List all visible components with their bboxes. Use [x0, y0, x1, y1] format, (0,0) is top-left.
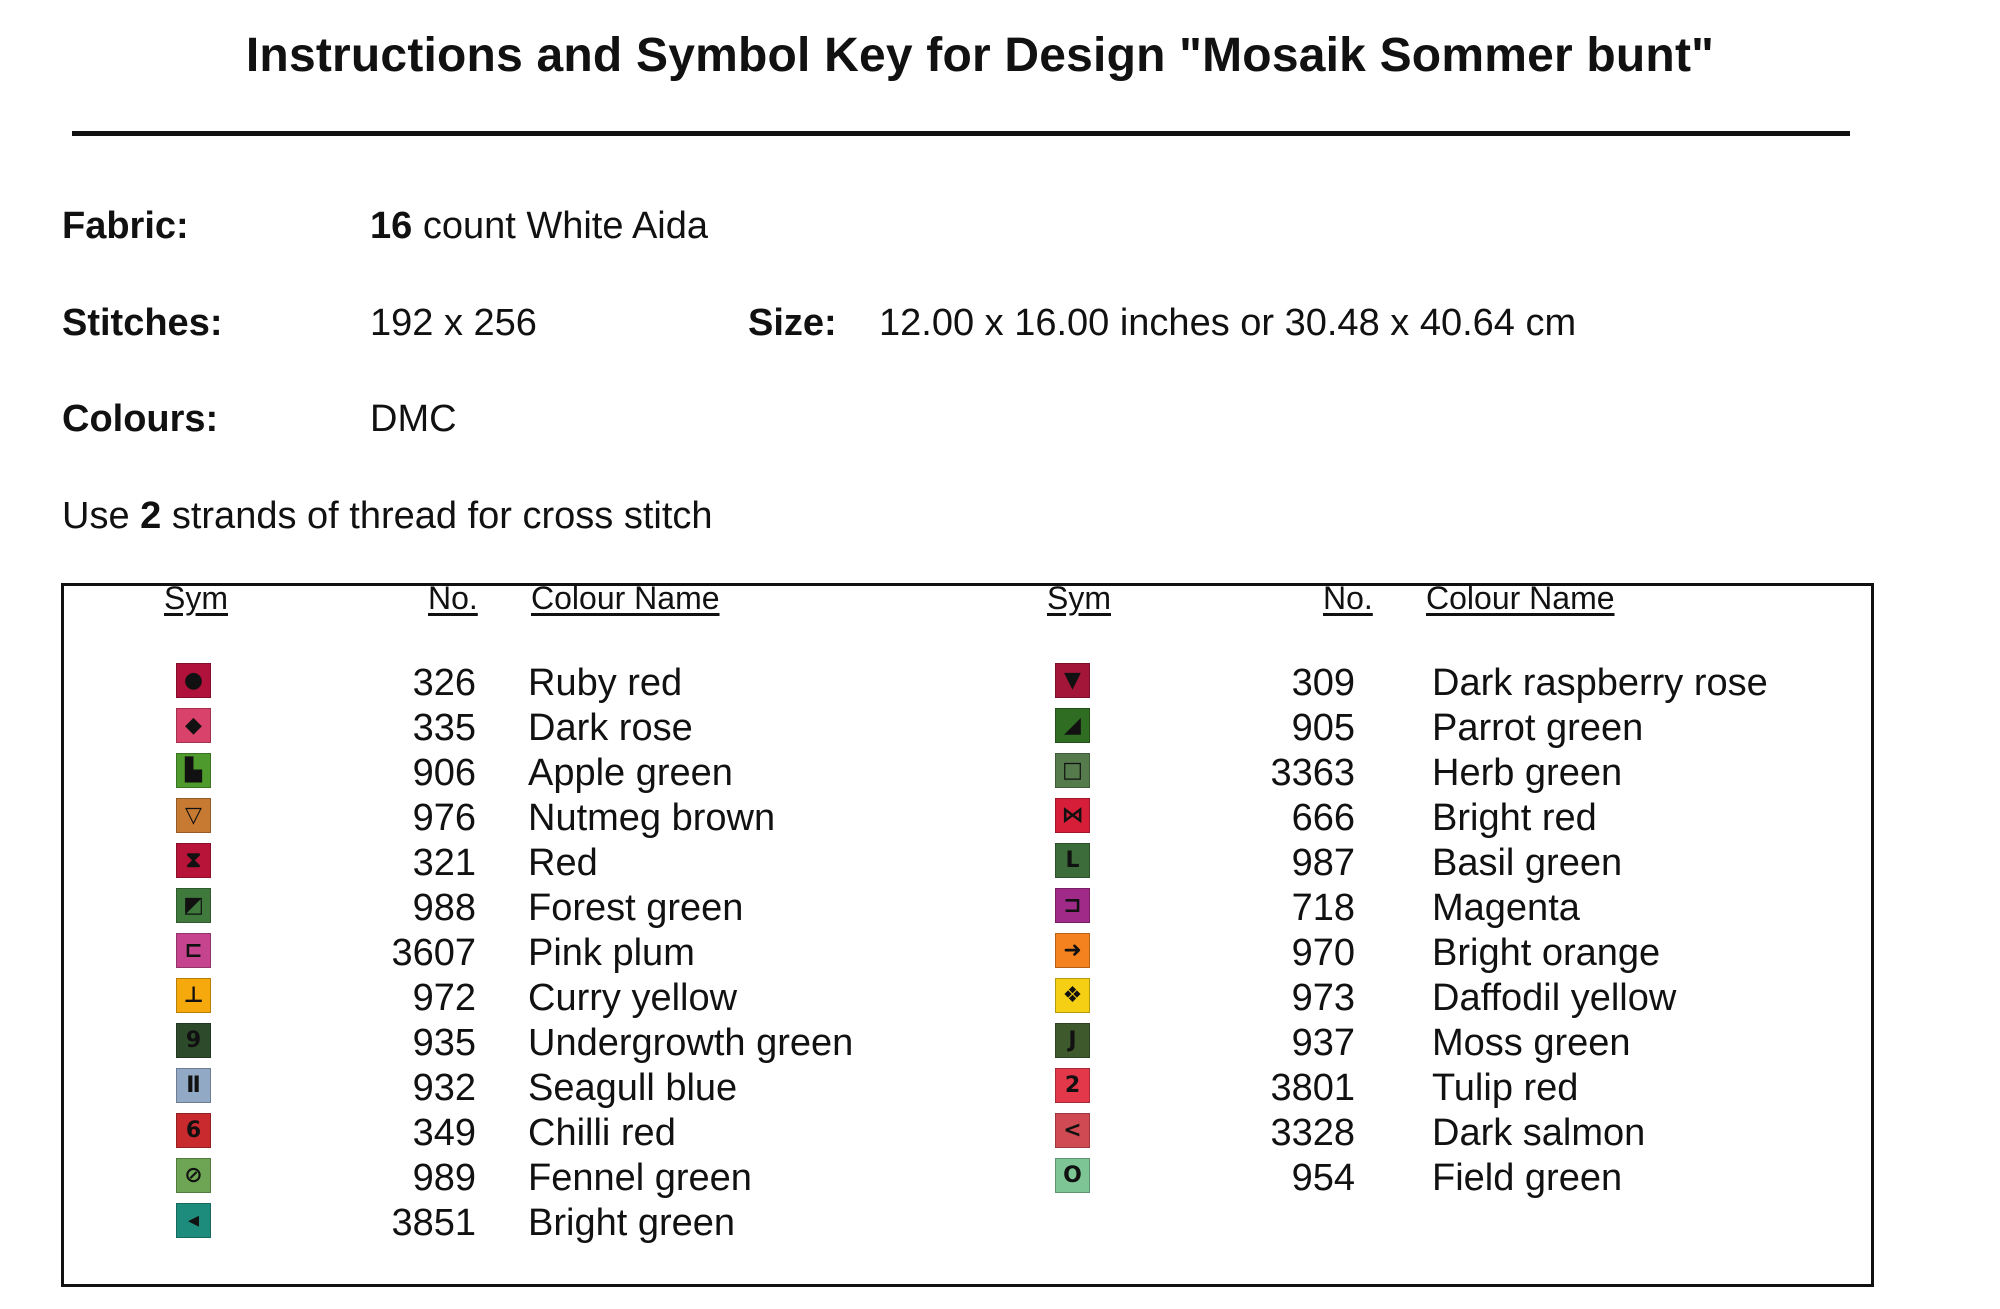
colour-name: Chilli red: [528, 1112, 676, 1154]
symbol-swatch-icon: ▽: [176, 798, 211, 833]
colour-name: Magenta: [1432, 887, 1580, 929]
symbol-swatch-icon: ➜: [1055, 933, 1090, 968]
dmc-number: 3363: [1270, 752, 1355, 794]
dmc-number: 954: [1291, 1157, 1355, 1199]
dmc-number: 987: [1291, 842, 1355, 884]
colour-name: Seagull blue: [528, 1067, 738, 1109]
symbol-swatch-icon: L: [1055, 843, 1090, 878]
symbol-swatch-icon: ⊏: [176, 933, 211, 968]
dmc-number: 335: [412, 707, 476, 749]
symbol-swatch-icon: J: [1055, 1023, 1090, 1058]
dmc-number: 988: [412, 887, 476, 929]
colours-value: DMC: [370, 398, 457, 440]
colours-label: Colours:: [62, 398, 219, 440]
strands-suffix: strands of thread for cross stitch: [171, 495, 713, 537]
colour-name: Red: [528, 842, 598, 884]
strands-prefix: Use: [62, 495, 130, 537]
colour-name: Tulip red: [1432, 1067, 1579, 1109]
fabric-count: 16: [370, 205, 413, 247]
dmc-number: 666: [1291, 797, 1355, 839]
strands-count: 2: [140, 495, 162, 537]
stitches-value: 192 x 256: [370, 302, 537, 344]
fabric-label: Fabric:: [62, 205, 189, 247]
left-sym-header: Sym: [164, 580, 228, 616]
dmc-number: 932: [412, 1067, 476, 1109]
symbol-swatch-icon: Ⅱ: [176, 1068, 211, 1103]
colour-name: Nutmeg brown: [528, 797, 776, 839]
title-divider: [72, 131, 1850, 136]
colour-name: Moss green: [1432, 1022, 1631, 1064]
dmc-number: 3607: [391, 932, 476, 974]
dmc-number: 3801: [1270, 1067, 1355, 1109]
colour-name: Curry yellow: [528, 977, 738, 1019]
colour-name: Bright green: [528, 1202, 736, 1244]
colour-name: Ruby red: [528, 662, 683, 704]
dmc-number: 973: [1291, 977, 1355, 1019]
symbol-swatch-icon: ❖: [1055, 978, 1090, 1013]
colour-name: Bright orange: [1432, 932, 1661, 974]
dmc-number: 906: [412, 752, 476, 794]
colour-name: Dark salmon: [1432, 1112, 1646, 1154]
dmc-number: 326: [412, 662, 476, 704]
symbol-swatch-icon: <: [1055, 1113, 1090, 1148]
dmc-number: 935: [412, 1022, 476, 1064]
stitches-label: Stitches:: [62, 302, 223, 344]
dmc-number: 976: [412, 797, 476, 839]
right-colour-name-header: Colour Name: [1426, 580, 1615, 616]
colour-name: Undergrowth green: [528, 1022, 854, 1064]
fabric-value: [370, 205, 708, 248]
colour-name: Field green: [1432, 1157, 1623, 1199]
symbol-swatch-icon: ◂: [176, 1203, 211, 1238]
symbol-swatch-icon: 6: [176, 1113, 211, 1148]
strands-instruction: [62, 495, 713, 538]
symbol-swatch-icon: ▙: [176, 753, 211, 788]
colour-name: Apple green: [528, 752, 733, 794]
right-no-header: No.: [1323, 580, 1373, 616]
colour-name: Dark raspberry rose: [1432, 662, 1768, 704]
colour-name: Daffodil yellow: [1432, 977, 1677, 1019]
symbol-swatch-icon: ⊘: [176, 1158, 211, 1193]
colour-name: Dark rose: [528, 707, 693, 749]
symbol-swatch-icon: □: [1055, 753, 1090, 788]
left-colour-name-header: Colour Name: [531, 580, 720, 616]
dmc-number: 349: [412, 1112, 476, 1154]
dmc-number: 937: [1291, 1022, 1355, 1064]
symbol-swatch-icon: O: [1055, 1158, 1090, 1193]
symbol-swatch-icon: 9: [176, 1023, 211, 1058]
dmc-number: 3851: [391, 1202, 476, 1244]
page-title: Instructions and Symbol Key for Design "Mosaik Sommer bunt": [245, 29, 1715, 82]
symbol-swatch-icon: ⧗: [176, 843, 211, 878]
colour-name: Basil green: [1432, 842, 1623, 884]
dmc-number: 989: [412, 1157, 476, 1199]
dmc-number: 972: [412, 977, 476, 1019]
symbol-swatch-icon: 2: [1055, 1068, 1090, 1103]
symbol-swatch-icon: ⊥: [176, 978, 211, 1013]
dmc-number: 3328: [1270, 1112, 1355, 1154]
size-label: Size:: [748, 302, 837, 344]
symbol-swatch-icon: ◆: [176, 708, 211, 743]
dmc-number: 970: [1291, 932, 1355, 974]
symbol-swatch-icon: ⊐: [1055, 888, 1090, 923]
symbol-swatch-icon: ⋈: [1055, 798, 1090, 833]
dmc-number: 905: [1291, 707, 1355, 749]
right-sym-header: Sym: [1047, 580, 1111, 616]
symbol-swatch-icon: ●: [176, 663, 211, 698]
size-value: 12.00 x 16.00 inches or 30.48 x 40.64 cm: [879, 302, 1577, 344]
dmc-number: 321: [412, 842, 476, 884]
colour-name: Forest green: [528, 887, 744, 929]
colour-name: Fennel green: [528, 1157, 752, 1199]
colour-name: Herb green: [1432, 752, 1623, 794]
left-no-header: No.: [428, 580, 478, 616]
dmc-number: 309: [1291, 662, 1355, 704]
colour-name: Parrot green: [1432, 707, 1644, 749]
fabric-description: count White Aida: [422, 205, 709, 247]
symbol-swatch-icon: ◢: [1055, 708, 1090, 743]
symbol-swatch-icon: ▼: [1055, 663, 1090, 698]
colour-name: Pink plum: [528, 932, 695, 974]
colour-name: Bright red: [1432, 797, 1597, 839]
dmc-number: 718: [1291, 887, 1355, 929]
symbol-swatch-icon: ◩: [176, 888, 211, 923]
